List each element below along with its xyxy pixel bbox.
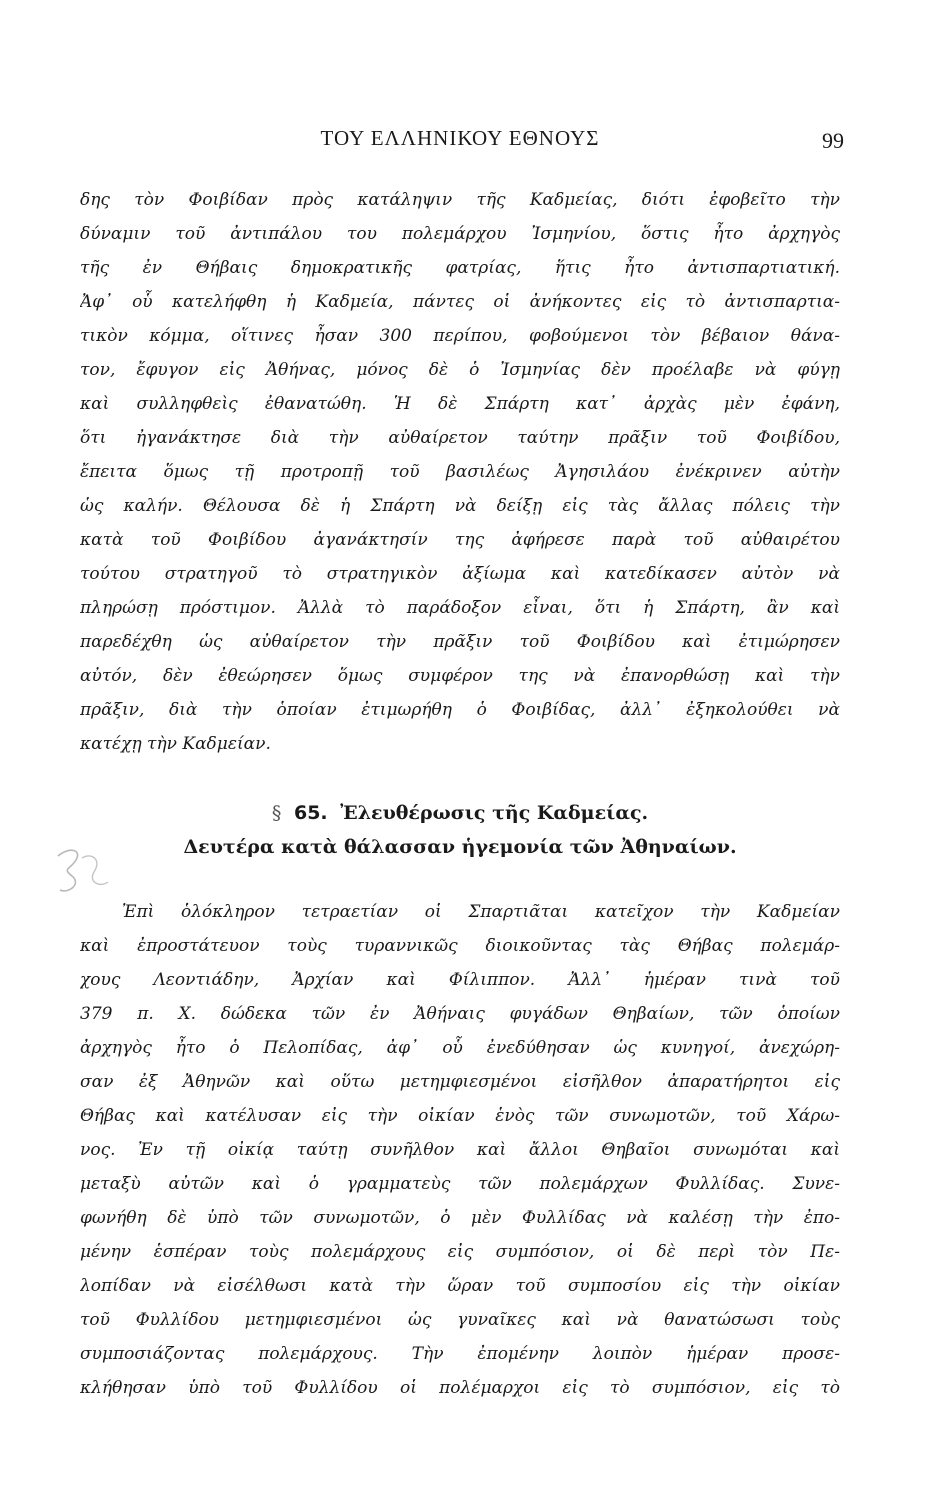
text-line: τούτου στρατηγοῦ τὸ στρατηγικὸν ἀξίωμα καὶ κατεδίκασεν αὐτὸν νὰ (80, 564, 840, 584)
text-line: ἔπειτα ὅμως τῇ προτροπῇ τοῦ βασιλέως Ἀγησιλάου ἐνέκρινεν αὐτὴν (80, 462, 840, 482)
section-mark: § (271, 802, 282, 824)
text-line: σαν ἐξ Ἀθηνῶν καὶ οὕτω μετημφιεσμένοι εἰσῆλθον ἀπαρατήρητοι εἰς (80, 1072, 840, 1092)
text-line: ὅτι ἠγανάκτησε διὰ τὴν αὐθαίρετον ταύτην πρᾶξιν τοῦ Φοιβίδου, (80, 428, 840, 448)
text-line: κλήθησαν ὑπὸ τοῦ Φυλλίδου οἱ πολέμαρχοι εἰς τὸ συμπόσιον, εἰς τὸ (80, 1378, 840, 1398)
text-line: πληρώσῃ πρόστιμον. Ἀλλὰ τὸ παράδοξον εἶναι, ὅτι ἡ Σπάρτη, ἂν καὶ (80, 598, 840, 618)
text-line: Ἐπὶ ὁλόκληρον τετραετίαν οἱ Σπαρτιᾶται κατεῖχον τὴν Καδμείαν (122, 902, 840, 922)
text-line: 379 π. Χ. δώδεκα τῶν ἐν Ἀθήναις φυγάδων Θηβαίων, τῶν ὁποίων (80, 1004, 840, 1024)
text-line: τοῦ Φυλλίδου μετημφιεσμένοι ὡς γυναῖκες καὶ νὰ θανατώσωσι τοὺς (80, 1310, 840, 1330)
text-line: τῆς ἐν Θήβαις δημοκρατικῆς φατρίας, ἥτις ἦτο ἀντισπαρτιατική. (80, 258, 840, 278)
text-line: δης τὸν Φοιβίδαν πρὸς κατάληψιν τῆς Καδμείας, διότι ἐφοβεῖτο τὴν (80, 190, 840, 210)
running-head (80, 126, 844, 156)
text-line: καὶ ἐπροστάτευον τοὺς τυραννικῶς διοικοῦντας τὰς Θήβας πολεμάρ- (80, 936, 840, 956)
text-line: φωνήθη δὲ ὑπὸ τῶν συνωμοτῶν, ὁ μὲν Φυλλίδας νὰ καλέσῃ τὴν ἐπο- (80, 1208, 840, 1228)
running-title: ΤΟΥ ΕΛΛΗΝΙΚΟΥ ΕΘΝΟΥΣ (320, 126, 600, 150)
text-line: πρᾶξιν, διὰ τὴν ὁποίαν ἐτιμωρήθη ὁ Φοιβίδας, ἀλλ᾽ ἐξηκολούθει νὰ (80, 700, 840, 720)
section-subtitle: Δευτέρα κατὰ θάλασσαν ἡγεμονία τῶν Ἀθηναίων. (183, 836, 737, 858)
text-line: παρεδέχθη ὡς αὐθαίρετον τὴν πρᾶξιν τοῦ Φοιβίδου καὶ ἐτιμώρησεν (80, 632, 840, 652)
text-line: δύναμιν τοῦ ἀντιπάλου του πολεμάρχου Ἰσμηνίου, ὅστις ἦτο ἀρχηγὸς (80, 224, 840, 244)
paragraph-continued (80, 183, 840, 761)
text-line: χους Λεοντιάδην, Ἀρχίαν καὶ Φίλιππον. Ἀλλ᾽ ἡμέραν τινὰ τοῦ (80, 970, 840, 990)
text-line: κατέχῃ τὴν Καδμείαν. (80, 734, 271, 754)
text-line: καὶ συλληφθεὶς ἐθανατώθη. Ἡ δὲ Σπάρτη κατ᾽ ἀρχὰς μὲν ἐφάνη, (80, 394, 840, 414)
text-line: ἀρχηγὸς ἦτο ὁ Πελοπίδας, ἀφ᾽ οὗ ἐνεδύθησαν ὡς κυνηγοί, ἀνεχώρη- (80, 1038, 840, 1058)
text-line: Ἀφ᾽ οὗ κατελήφθη ἡ Καδμεία, πάντες οἱ ἀνήκοντες εἰς τὸ ἀντισπαρτια- (80, 292, 840, 312)
section-heading (80, 796, 840, 864)
section-title: Ἐλευθέρωσις τῆς Καδμείας. (340, 802, 649, 824)
text-line: συμποσιάζοντας πολεμάρχους. Τὴν ἐπομένην λοιπὸν ἡμέραν προσε- (80, 1344, 840, 1364)
text-line: τικὸν κόμμα, οἵτινες ἦσαν 300 περίπου, φοβούμενοι τὸν βέβαιον θάνα- (80, 326, 840, 346)
section-number: 65. (293, 802, 328, 824)
text-line: κατὰ τοῦ Φοιβίδου ἀγανάκτησίν της ἀφήρεσε παρὰ τοῦ αὐθαιρέτου (80, 530, 840, 550)
text-line: αὐτόν, δὲν ἐθεώρησεν ὅμως συμφέρον της νὰ ἐπανορθώσῃ καὶ τὴν (80, 666, 840, 686)
paragraph-main (80, 895, 840, 1405)
section-title-line (80, 796, 840, 830)
text-line: μένην ἑσπέραν τοὺς πολεμάρχους εἰς συμπόσιον, οἱ δὲ περὶ τὸν Πε- (80, 1242, 840, 1262)
text-line: ὡς καλήν. Θέλουσα δὲ ἡ Σπάρτη νὰ δείξῃ εἰς τὰς ἄλλας πόλεις τὴν (80, 496, 840, 516)
text-line: μεταξὺ αὐτῶν καὶ ὁ γραμματεὺς τῶν πολεμάρχων Φυλλίδας. Συνε- (80, 1174, 840, 1194)
text-line: Θήβας καὶ κατέλυσαν εἰς τὴν οἰκίαν ἑνὸς τῶν συνωμοτῶν, τοῦ Χάρω- (80, 1106, 840, 1126)
page-number: 99 (822, 128, 844, 153)
text-line: λοπίδαν νὰ εἰσέλθωσι κατὰ τὴν ὥραν τοῦ συμποσίου εἰς τὴν οἰκίαν (80, 1276, 840, 1296)
text-line: τον, ἔφυγον εἰς Ἀθήνας, μόνος δὲ ὁ Ἰσμηνίας δὲν προέλαβε νὰ φύγῃ (80, 360, 840, 380)
text-line: νος. Ἐν τῇ οἰκίᾳ ταύτῃ συνῆλθον καὶ ἄλλοι Θηβαῖοι συνωμόται καὶ (80, 1140, 840, 1160)
